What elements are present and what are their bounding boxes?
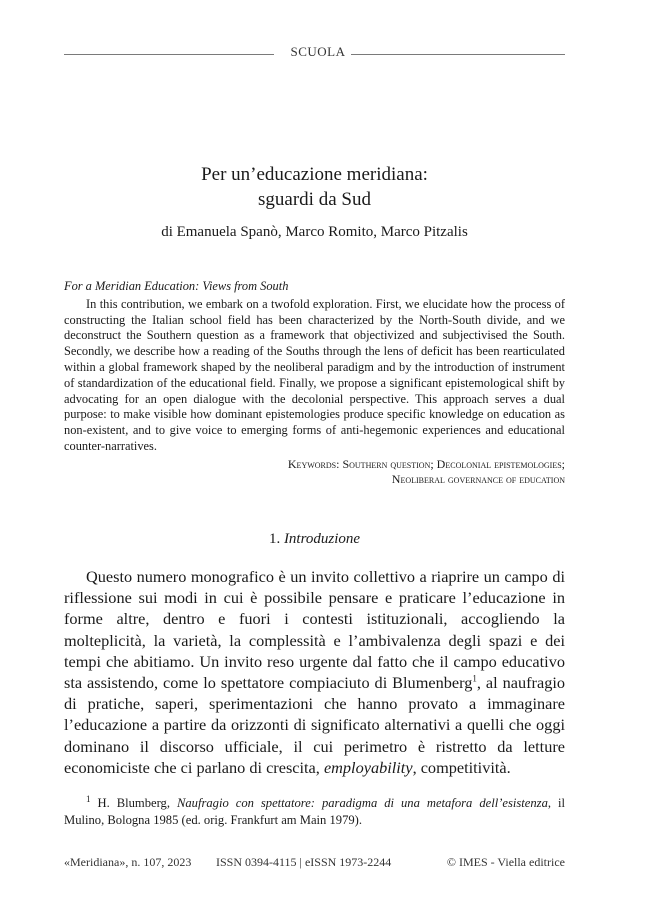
body-text-part-3: , competitività. bbox=[412, 757, 511, 777]
footnote-reference: 1 bbox=[472, 673, 477, 684]
footnote-book-title: Naufragio con spettatore: paradigma di una metafora dell’esistenza bbox=[176, 796, 548, 810]
body-paragraph bbox=[64, 566, 565, 778]
keywords-line-1: Southern question; Decolonial epistemologies; bbox=[342, 456, 565, 471]
footer-publisher: © IMES - Viella editrice bbox=[446, 855, 565, 869]
keywords-label: Keywords: bbox=[287, 456, 340, 471]
body-text-italic: employability bbox=[323, 757, 413, 777]
footer-journal: «Meridiana», n. 107, 2023 bbox=[64, 855, 192, 869]
footnote-text-part-2: , il Mulino, Bologna 1985 (ed. orig. Frankfurt am Main 1979). bbox=[64, 796, 565, 827]
footnote-text-part-1: H. Blumberg, bbox=[90, 796, 177, 810]
footnote-number: 1 bbox=[86, 793, 91, 804]
section-heading bbox=[64, 531, 565, 548]
footnote bbox=[64, 795, 565, 829]
body-text-part-1: Questo numero monografico è un invito collettivo a riaprire un campo di riflessione sui modi in cui è possibile pensare e praticare l’educazione in forme altre, dentro e fuori i contesti istituzionali, accogliendo la molteplicità, la varietà, la complessità e l’ambivalenza degli spazi e dei tempi che abitiamo. Un invito reso urgente dal fatto che il campo educativo sta assistendo, come lo spettatore compiaciuto di Blumenberg bbox=[64, 567, 565, 693]
abstract-block bbox=[64, 279, 565, 488]
body-text-part-2: , al naufragio di pratiche, saperi, sperimentazioni che hanno provato a immaginare l’educazione a partire da orizzonti di significato alternativi a quelli che oggi dominano il discorso ufficiale, il cui perimetro è ristretto da letture economiciste che ci parlano di crescita, bbox=[64, 673, 566, 777]
keywords-line-2: Neoliberal governance of education bbox=[391, 472, 565, 487]
article-authors: di Emanuela Spanò, Marco Romito, Marco Pitzalis bbox=[161, 224, 468, 240]
section-label: SCUOLA bbox=[290, 44, 346, 59]
footer-issn: ISSN 0394-4115 | eISSN 1973-2244 bbox=[216, 855, 392, 869]
running-header bbox=[64, 44, 565, 62]
keywords bbox=[64, 457, 565, 488]
article-title bbox=[64, 162, 565, 212]
article-title-line-2: sguardi da Sud bbox=[258, 189, 371, 210]
section-number: 1. bbox=[268, 531, 281, 547]
header-rule-right bbox=[351, 54, 565, 55]
abstract-text: In this contribution, we embark on a twofold exploration. First, we elucidate how the process of constructing the Italian school field has been characterized by the North-South divide, and we deconstruct the Southern question as a framework that objectivized and subjectivised the South. Secondly, we describe how a reading of the Souths through the lens of deficit has been rearticulated within a global framework shaped by the neoliberal paradigm and by the introduction of instrument of standardization of the educational field. Finally, we propose a significant epistemological shift by advocating for an open dialogue with the decolonial perspective. This approach serves a dual purpose: to make visible how dominant epistemologies produce specific knowledge on education as non-existent, and to give voice to emerging forms of anti-hegemonic experiences and educational counter-narratives. bbox=[64, 296, 565, 453]
abstract-english-title: For a Meridian Education: Views from South bbox=[64, 279, 289, 293]
header-rule-left bbox=[64, 54, 274, 55]
article-title-line-1: Per un’educazione meridiana: bbox=[201, 164, 428, 185]
section-title: Introduzione bbox=[283, 531, 361, 547]
